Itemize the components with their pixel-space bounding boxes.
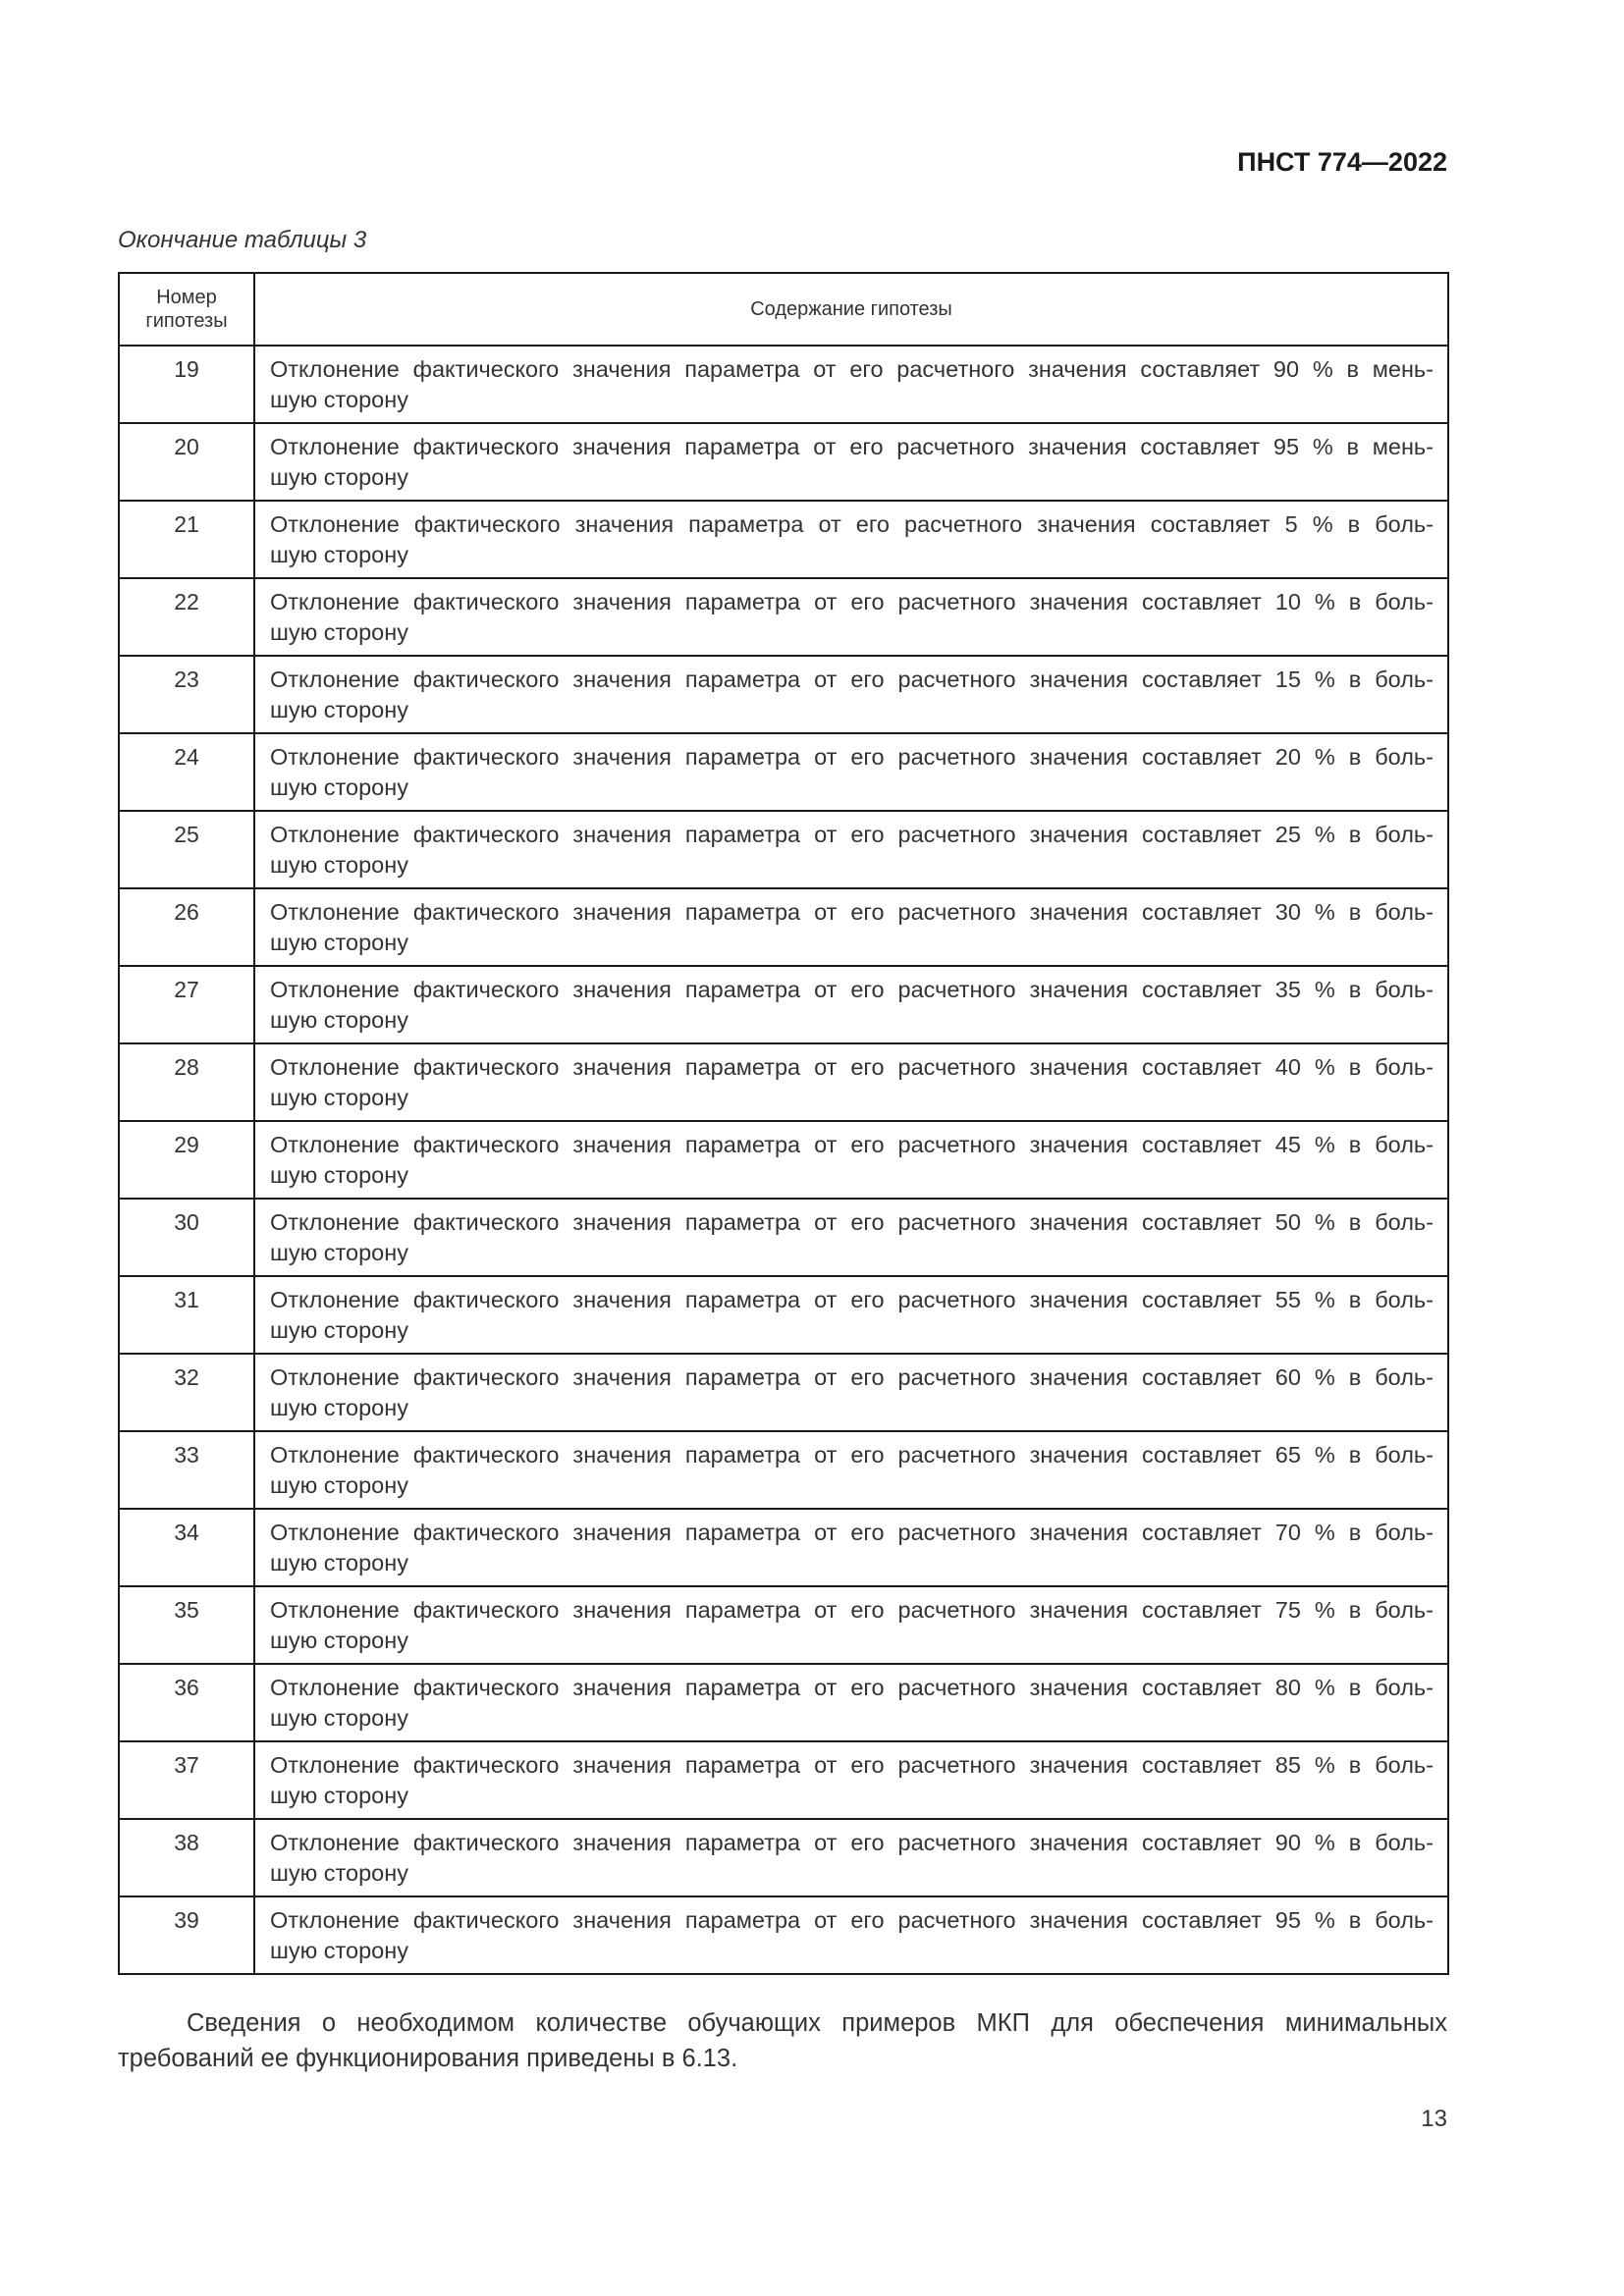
hypothesis-text-line: Отклонение фактического значения параметра от его расчетного значения составляет 30 % в боль-	[270, 899, 1434, 925]
hypothesis-text-line: Отклонение фактического значения параметра от его расчетного значения составляет 45 % в боль-	[270, 1132, 1434, 1157]
table-row	[119, 1043, 1448, 1121]
page-number: 13	[1421, 2106, 1447, 2132]
column-header-content: Содержание гипотезы	[254, 273, 1448, 346]
hypothesis-text-line: Отклонение фактического значения параметра от его расчетного значения составляет 5 % в боль-	[270, 511, 1434, 537]
hypothesis-text-line: шую сторону	[270, 1085, 408, 1110]
hypothesis-text-line: Отклонение фактического значения параметра от его расчетного значения составляет 55 % в боль-	[270, 1287, 1434, 1312]
hypothesis-number: 26	[119, 888, 254, 966]
table-row	[119, 1896, 1448, 1974]
hypothesis-text-line: шую сторону	[270, 1007, 408, 1033]
hypothesis-number: 32	[119, 1354, 254, 1431]
hypothesis-text-line: шую сторону	[270, 1783, 408, 1808]
hypothesis-content	[254, 423, 1448, 501]
hypothesis-number: 21	[119, 501, 254, 578]
hypothesis-content	[254, 1276, 1448, 1354]
hypothesis-text-line: Отклонение фактического значения параметра от его расчетного значения составляет 20 % в боль-	[270, 744, 1434, 770]
hypothesis-content	[254, 1586, 1448, 1664]
table-row	[119, 966, 1448, 1043]
hypothesis-text-line: Отклонение фактического значения параметра от его расчетного значения составляет 70 % в боль-	[270, 1520, 1434, 1545]
hypothesis-text-line: шую сторону	[270, 619, 408, 645]
hypothesis-number: 38	[119, 1819, 254, 1896]
hypothesis-number: 27	[119, 966, 254, 1043]
hypothesis-text-line: Отклонение фактического значения параметра от его расчетного значения составляет 50 % в боль-	[270, 1209, 1434, 1235]
hypothesis-number: 30	[119, 1199, 254, 1276]
hypothesis-text-line: Отклонение фактического значения параметра от его расчетного значения составляет 95 % в мень-	[270, 434, 1434, 459]
hypothesis-text-line: Отклонение фактического значения параметра от его расчетного значения составляет 15 % в боль-	[270, 667, 1434, 692]
hypothesis-text-line: шую сторону	[270, 387, 408, 412]
table-row	[119, 733, 1448, 811]
hypothesis-content	[254, 811, 1448, 888]
hypothesis-content	[254, 733, 1448, 811]
hypothesis-text-line: Отклонение фактического значения параметра от его расчетного значения составляет 35 % в боль-	[270, 977, 1434, 1002]
table-row	[119, 1199, 1448, 1276]
hypothesis-text-line: шую сторону	[270, 1162, 408, 1188]
hypothesis-content	[254, 966, 1448, 1043]
table-row	[119, 811, 1448, 888]
hypothesis-text-line: Отклонение фактического значения параметра от его расчетного значения составляет 85 % в боль-	[270, 1752, 1434, 1778]
footnote-paragraph	[118, 2005, 1447, 2076]
hypothesis-text-line: шую сторону	[270, 464, 408, 490]
table-row	[119, 1664, 1448, 1741]
footnote-line: требований ее функционирования приведены в 6.13.	[118, 2045, 738, 2072]
hypothesis-number: 19	[119, 346, 254, 423]
hypothesis-content	[254, 888, 1448, 966]
table-row	[119, 501, 1448, 578]
hypothesis-text-line: шую сторону	[270, 1472, 408, 1498]
hypothesis-content	[254, 578, 1448, 656]
hypothesis-text-line: шую сторону	[270, 1628, 408, 1653]
table-caption: Окончание таблицы 3	[118, 227, 367, 253]
table-row	[119, 1741, 1448, 1819]
hypothesis-number: 34	[119, 1509, 254, 1586]
hypothesis-number: 36	[119, 1664, 254, 1741]
hypothesis-text-line: шую сторону	[270, 1550, 408, 1575]
hypotheses-table	[118, 272, 1449, 1975]
table-row	[119, 346, 1448, 423]
hypothesis-number: 25	[119, 811, 254, 888]
hypothesis-content	[254, 1509, 1448, 1586]
hypothesis-number: 35	[119, 1586, 254, 1664]
hypothesis-text-line: Отклонение фактического значения параметра от его расчетного значения составляет 60 % в боль-	[270, 1364, 1434, 1390]
table-row	[119, 578, 1448, 656]
hypothesis-number: 29	[119, 1121, 254, 1199]
hypothesis-content	[254, 1741, 1448, 1819]
hypothesis-number: 33	[119, 1431, 254, 1509]
hypothesis-text-line: шую сторону	[270, 542, 408, 567]
hypothesis-text-line: шую сторону	[270, 774, 408, 800]
hypothesis-text-line: Отклонение фактического значения параметра от его расчетного значения составляет 80 % в боль-	[270, 1675, 1434, 1700]
hypothesis-text-line: шую сторону	[270, 1938, 408, 1963]
table-row	[119, 1586, 1448, 1664]
hypothesis-number: 28	[119, 1043, 254, 1121]
column-header-number: Номер гипотезы	[119, 273, 254, 346]
hypothesis-content	[254, 501, 1448, 578]
hypothesis-number: 23	[119, 656, 254, 733]
hypothesis-text-line: Отклонение фактического значения параметра от его расчетного значения составляет 25 % в боль-	[270, 822, 1434, 847]
table-row	[119, 888, 1448, 966]
hypothesis-number: 24	[119, 733, 254, 811]
hypothesis-number: 37	[119, 1741, 254, 1819]
hypothesis-text-line: Отклонение фактического значения параметра от его расчетного значения составляет 40 % в боль-	[270, 1054, 1434, 1080]
hypothesis-content	[254, 656, 1448, 733]
hypothesis-number: 22	[119, 578, 254, 656]
table-row	[119, 1819, 1448, 1896]
hypothesis-content	[254, 1199, 1448, 1276]
table-row	[119, 423, 1448, 501]
table-body	[119, 346, 1448, 1974]
hypothesis-text-line: шую сторону	[270, 930, 408, 955]
hypothesis-content	[254, 1043, 1448, 1121]
hypothesis-number: 31	[119, 1276, 254, 1354]
hypothesis-text-line: шую сторону	[270, 1240, 408, 1265]
hypothesis-content	[254, 1819, 1448, 1896]
hypothesis-text-line: шую сторону	[270, 1395, 408, 1420]
hypothesis-number: 20	[119, 423, 254, 501]
footnote-line: Сведения о необходимом количестве обучающих примеров МКП для обеспечения минимальных	[187, 2009, 1447, 2037]
table-row	[119, 1276, 1448, 1354]
hypothesis-content	[254, 1121, 1448, 1199]
hypothesis-text-line: шую сторону	[270, 852, 408, 878]
table-row	[119, 1509, 1448, 1586]
hypothesis-content	[254, 1431, 1448, 1509]
table-header-row	[119, 273, 1448, 346]
document-code: ПНСТ 774—2022	[1237, 147, 1447, 177]
hypothesis-text-line: Отклонение фактического значения параметра от его расчетного значения составляет 95 % в боль-	[270, 1907, 1434, 1933]
hypothesis-text-line: Отклонение фактического значения параметра от его расчетного значения составляет 90 % в мень-	[270, 356, 1434, 382]
hypothesis-content	[254, 346, 1448, 423]
hypothesis-text-line: шую сторону	[270, 697, 408, 722]
table-row	[119, 1121, 1448, 1199]
table-row	[119, 1431, 1448, 1509]
hypothesis-content	[254, 1664, 1448, 1741]
hypothesis-text-line: Отклонение фактического значения параметра от его расчетного значения составляет 75 % в боль-	[270, 1597, 1434, 1623]
hypothesis-text-line: Отклонение фактического значения параметра от его расчетного значения составляет 65 % в боль-	[270, 1442, 1434, 1468]
hypothesis-text-line: шую сторону	[270, 1860, 408, 1886]
hypothesis-content	[254, 1896, 1448, 1974]
hypothesis-number: 39	[119, 1896, 254, 1974]
table-row	[119, 1354, 1448, 1431]
hypothesis-text-line: Отклонение фактического значения параметра от его расчетного значения составляет 90 % в боль-	[270, 1830, 1434, 1855]
table-row	[119, 656, 1448, 733]
hypothesis-text-line: шую сторону	[270, 1705, 408, 1731]
hypothesis-content	[254, 1354, 1448, 1431]
hypothesis-text-line: шую сторону	[270, 1317, 408, 1343]
hypothesis-text-line: Отклонение фактического значения параметра от его расчетного значения составляет 10 % в боль-	[270, 589, 1434, 614]
